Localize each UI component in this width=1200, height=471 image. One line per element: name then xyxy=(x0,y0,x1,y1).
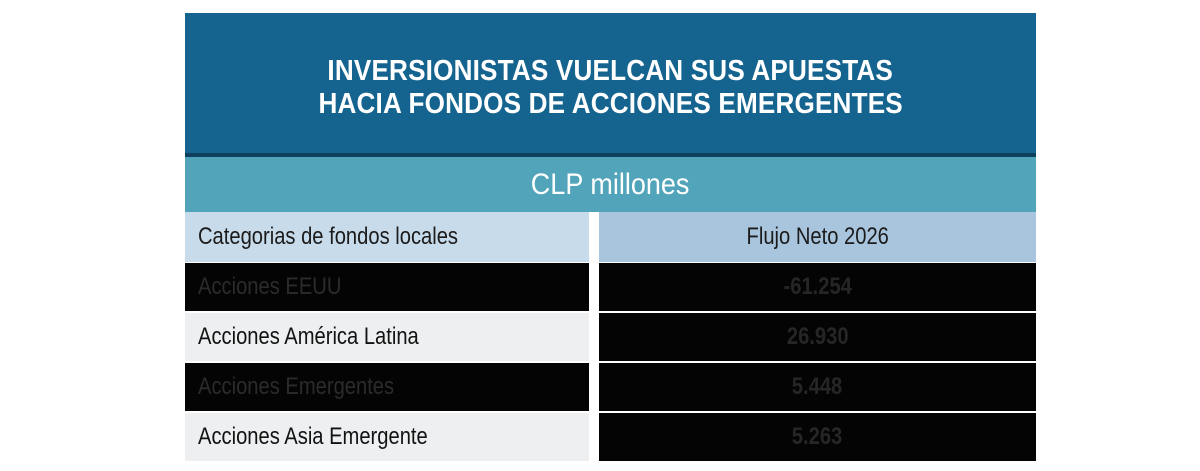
content-block xyxy=(185,13,1036,461)
category-cell xyxy=(185,363,589,411)
value-cell xyxy=(599,263,1036,311)
header-category-cell xyxy=(185,212,589,262)
category-label: Acciones América Latina xyxy=(198,323,419,350)
column-divider xyxy=(589,263,599,311)
table-row xyxy=(185,263,1036,311)
header-value-cell xyxy=(599,212,1036,262)
value-cell xyxy=(599,313,1036,361)
value-label: -61.254 xyxy=(783,273,852,300)
category-cell xyxy=(185,413,589,461)
column-divider xyxy=(589,413,599,461)
table-row xyxy=(185,313,1036,361)
category-cell xyxy=(185,263,589,311)
category-label: Acciones Asia Emergente xyxy=(198,423,428,450)
header-category-label: Categorias de fondos locales xyxy=(198,223,459,250)
title-line-1: INVERSIONISTAS VUELCAN SUS APUESTAS xyxy=(327,55,894,87)
value-cell xyxy=(599,363,1036,411)
units-banner xyxy=(185,157,1036,212)
units-label: CLP millones xyxy=(531,167,690,201)
category-label: Acciones Emergentes xyxy=(198,373,395,400)
column-divider xyxy=(589,363,599,411)
header-value-label: Flujo Neto 2026 xyxy=(746,223,889,250)
value-label: 5.448 xyxy=(792,373,843,400)
table-header xyxy=(185,212,1036,262)
table-row xyxy=(185,413,1036,461)
column-divider xyxy=(589,212,599,262)
category-cell xyxy=(185,313,589,361)
value-label: 26.930 xyxy=(786,323,849,350)
title-banner xyxy=(185,13,1036,157)
table-row xyxy=(185,363,1036,411)
value-cell xyxy=(599,413,1036,461)
value-label: 5.263 xyxy=(792,423,843,450)
table-body xyxy=(185,263,1036,461)
category-label: Acciones EEUU xyxy=(198,273,342,300)
column-divider xyxy=(589,313,599,361)
title-line-2: HACIA FONDOS DE ACCIONES EMERGENTES xyxy=(318,88,903,120)
